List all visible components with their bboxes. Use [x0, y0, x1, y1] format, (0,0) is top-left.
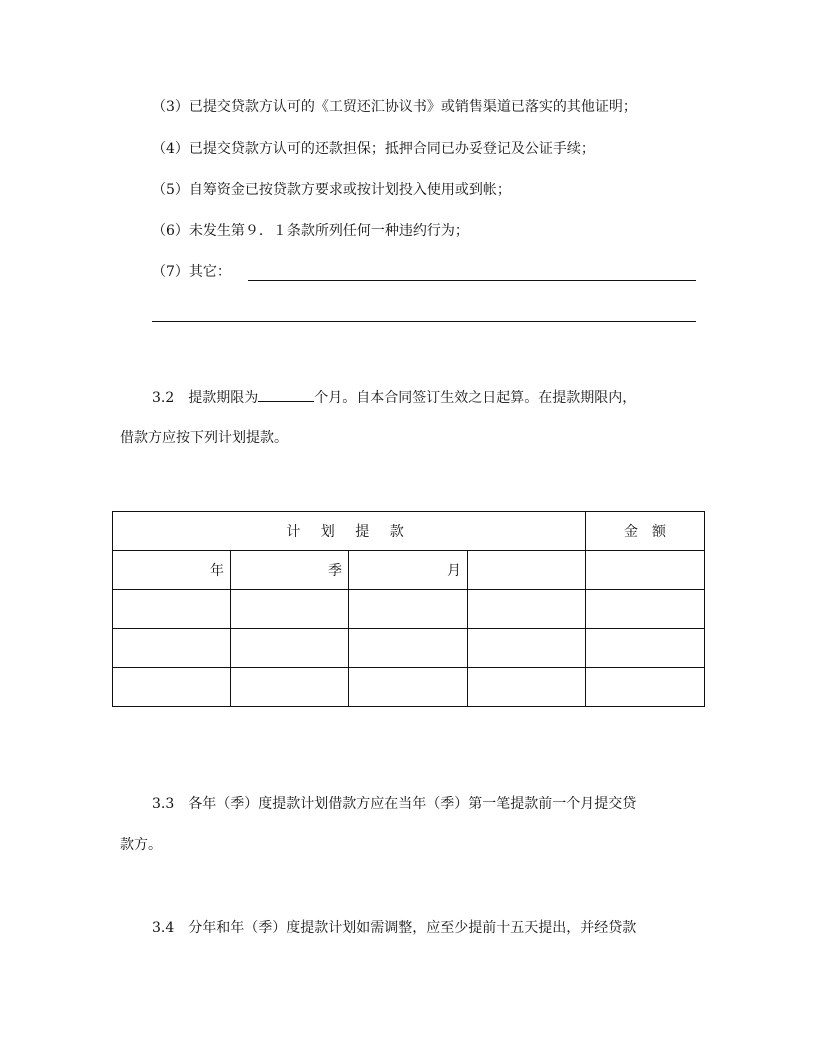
condition-item-6: （6）未发生第９．１条款所列任何一种违约行为；	[152, 223, 469, 239]
col-year: 年	[113, 551, 231, 590]
col-blank	[468, 551, 586, 590]
clause-3-2-prefix: 3.2 提款期限为	[152, 390, 259, 406]
table-cell[interactable]	[468, 668, 586, 707]
col-season: 季	[231, 551, 349, 590]
clause-3-4-line-1: 3.4 分年和年（季）度提款计划如需调整，应至少提前十五天提出，并经贷款	[152, 920, 637, 936]
condition-item-3: （3）已提交贷款方认可的《工贸还汇协议书》或销售渠道已落实的其他证明；	[152, 99, 637, 115]
clause-3-2-line-1	[152, 387, 636, 408]
table-cell[interactable]	[113, 590, 231, 629]
header-plan-withdrawal: 计 划 提 款	[113, 512, 586, 551]
clause-3-2-suffix: 个月。自本合同签订生效之日起算。在提款期限内，	[314, 390, 637, 406]
table-cell[interactable]	[468, 629, 586, 668]
table-header-row	[113, 512, 705, 551]
other-fill-line-2[interactable]	[152, 321, 696, 322]
table-cell[interactable]	[231, 629, 349, 668]
withdrawal-months-blank[interactable]	[258, 387, 314, 402]
table-cell[interactable]	[586, 629, 705, 668]
table-cell[interactable]	[349, 668, 468, 707]
table-cell[interactable]	[349, 629, 468, 668]
table-cell[interactable]	[468, 590, 586, 629]
table-cell[interactable]	[113, 668, 231, 707]
table-cell[interactable]	[349, 590, 468, 629]
col-month: 月	[349, 551, 468, 590]
table-row	[113, 668, 705, 707]
clause-3-2-line-2: 借款方应按下列计划提款。	[120, 430, 288, 446]
clause-3-3-line-1: 3.3 各年（季）度提款计划借款方应在当年（季）第一笔提款前一个月提交贷	[152, 796, 637, 812]
table-cell[interactable]	[586, 590, 705, 629]
other-fill-line-1[interactable]	[248, 280, 696, 281]
condition-item-4: （4）已提交贷款方认可的还款担保；抵押合同已办妥登记及公证手续；	[152, 141, 595, 157]
col-amount-blank	[586, 551, 705, 590]
clause-3-3-line-2: 款方。	[120, 837, 162, 853]
table-cell[interactable]	[586, 668, 705, 707]
table-cell[interactable]	[231, 590, 349, 629]
table-cell[interactable]	[231, 668, 349, 707]
table-subheader-row	[113, 551, 705, 590]
header-amount: 金 额	[586, 512, 705, 551]
table-cell[interactable]	[113, 629, 231, 668]
condition-item-7-label: （7）其它：	[152, 264, 231, 280]
condition-item-5: （5）自筹资金已按贷款方要求或按计划投入使用或到帐；	[152, 182, 511, 198]
table-row	[113, 629, 705, 668]
withdrawal-plan-table	[112, 511, 705, 707]
table-row	[113, 590, 705, 629]
